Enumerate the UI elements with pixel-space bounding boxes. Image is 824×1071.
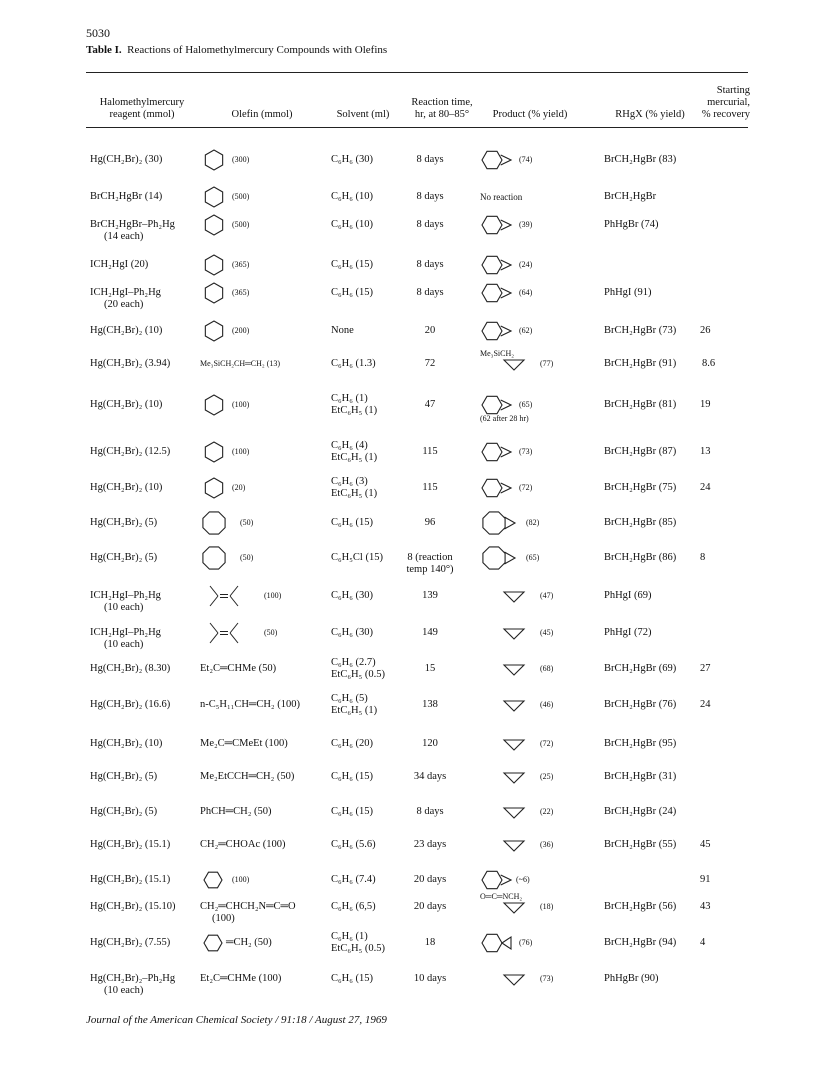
olefin-cell: (100): [264, 591, 282, 600]
cyclopropane-structure: [500, 657, 528, 681]
reagent-cell: Hg(CH₂Br)₂ (10): [90, 482, 163, 493]
cyclohexene-structure: [200, 146, 228, 174]
reagent-cell-line2: (10 each): [104, 985, 144, 996]
recovery-cell: 13: [700, 446, 711, 457]
rhgx-cell: BrCH₂HgBr (85): [604, 517, 677, 528]
trans-olefin-structure: [200, 582, 248, 610]
cyclohexene-structure: [200, 438, 228, 466]
norcarane-structure: [480, 438, 518, 466]
cyclopropane-structure: [500, 693, 528, 717]
methylenecyclohexane-structure: [200, 932, 226, 954]
reagent-cell-line2: (14 each): [104, 231, 144, 242]
reaction-time-cell: 115: [422, 482, 438, 493]
product-yield: (68): [540, 664, 554, 673]
reagent-cell: Hg(CH₂Br)₂ (12.5): [90, 446, 171, 457]
solvent-cell: C₆H₆ (15): [331, 771, 374, 782]
solvent-cell: C₆H₆ (7.4): [331, 874, 376, 885]
reaction-time-cell: 23 days: [413, 839, 447, 850]
recovery-cell: 19: [700, 399, 711, 410]
solvent-cell: C₆H₆ (5): [331, 693, 368, 704]
solvent-cell: C₆H₆ (4): [331, 440, 368, 451]
olefin-cell: (20): [232, 483, 246, 492]
reaction-time-cell: 149: [422, 627, 438, 638]
product-yield: (73): [540, 974, 554, 983]
rhgx-cell: BrCH₂HgBr (83): [604, 154, 677, 165]
reagent-cell: ICH₂HgI–Ph₂Hg: [90, 287, 161, 298]
cyclohexene-structure: [200, 317, 228, 345]
recovery-cell: 8.6: [702, 358, 716, 369]
solvent-cell: C₆H₆ (20): [331, 738, 374, 749]
olefin-cell: (200): [232, 326, 250, 335]
journal-footer: Journal of the American Chemical Society / 91:18 / August 27, 1969: [86, 1014, 387, 1026]
header-recovery-line1: Starting: [716, 85, 750, 96]
reaction-time-cell: 8 days: [416, 259, 444, 270]
product-yield: (46): [540, 700, 554, 709]
cyclopropane-structure: [500, 765, 528, 789]
solvent-cell-line2: EtC₆H₅ (1): [331, 488, 378, 499]
olefin-cell: (100): [232, 400, 250, 409]
norcarane-structure: [480, 317, 518, 345]
product-yield: (76): [519, 938, 533, 947]
cyclopropane-structure: [500, 621, 528, 645]
solvent-cell: C₆H₆ (2.7): [331, 657, 376, 668]
rhgx-cell: BrCH₂HgBr (73): [604, 325, 677, 336]
olefin-cell: ═CH₂ (50): [226, 937, 272, 948]
rhgx-cell: PhHgI (91): [604, 287, 652, 298]
reagent-cell-line2: (20 each): [104, 299, 144, 310]
reaction-time-cell: 139: [422, 590, 438, 601]
norcarane-structure: [480, 251, 518, 279]
solvent-cell: C₆H₆ (5.6): [331, 839, 376, 850]
solvent-cell: C₆H₆ (1): [331, 393, 368, 404]
olefin-cell: (50): [240, 553, 254, 562]
reagent-cell: Hg(CH₂Br)₂ (30): [90, 154, 163, 165]
olefin-cell: CH₂═CHOAc (100): [200, 839, 286, 850]
rhgx-cell: BrCH₂HgBr (87): [604, 446, 677, 457]
recovery-cell: 4: [700, 937, 706, 948]
table-caption: [86, 44, 387, 56]
cyclopropane-structure: [500, 967, 528, 991]
reagent-cell: Hg(CH₂Br)₂ (15.1): [90, 839, 171, 850]
olefin-cell: (50): [240, 518, 254, 527]
reagent-cell: BrCH₂HgBr–Ph₂Hg: [90, 219, 175, 230]
reaction-time-cell: 138: [422, 699, 438, 710]
cyclooctene-structure: [200, 544, 228, 572]
olefin-cell: (500): [232, 192, 250, 201]
product-yield: (72): [540, 739, 554, 748]
olefin-cell: (100): [232, 447, 250, 456]
product-note: (62 after 28 hr): [480, 414, 529, 423]
header-solvent: Solvent (ml): [336, 109, 390, 120]
rhgx-cell: PhHgI (69): [604, 590, 652, 601]
norcarane-structure: [480, 146, 518, 174]
reagent-cell: Hg(CH₂Br)₂ (15.1): [90, 874, 171, 885]
reaction-time-cell: 18: [424, 937, 436, 948]
reagent-cell: Hg(CH₂Br)₂ (5): [90, 806, 158, 817]
solvent-cell: C₆H₆ (3): [331, 476, 368, 487]
reaction-time-cell: 15: [424, 663, 436, 674]
reagent-cell: Hg(CH₂Br)₂ (7.55): [90, 937, 171, 948]
rhgx-cell: BrCH₂HgBr (91): [604, 358, 677, 369]
solvent-cell: C₆H₆ (30): [331, 154, 374, 165]
header-recovery: [688, 85, 750, 121]
olefin-cell: PhCH═CH₂ (50): [200, 806, 272, 817]
reagent-cell: Hg(CH₂Br)₂ (10): [90, 325, 163, 336]
norcarane-structure: [480, 474, 518, 502]
olefin-cell: (50): [264, 628, 278, 637]
reaction-time-cell: 72: [424, 358, 436, 369]
header-product: Product (% yield): [492, 109, 568, 120]
rhgx-cell: BrCH₂HgBr (56): [604, 901, 677, 912]
olefin-cell: Me₂C═CMeEt (100): [200, 738, 288, 749]
reagent-cell-line2: (10 each): [104, 639, 144, 650]
reagent-cell: Hg(CH₂Br)₂–Ph₂Hg: [90, 973, 176, 984]
table-title: Reactions of Halomethylmercury Compounds with Olefins: [127, 44, 388, 56]
header-olefin: Olefin (mmol): [231, 109, 293, 120]
reaction-time-cell: 34 days: [413, 771, 447, 782]
bicyclononane-structure: [480, 544, 518, 572]
olefin-cell: (500): [232, 220, 250, 229]
solvent-cell: C₆H₆ (30): [331, 627, 374, 638]
solvent-cell: C₆H₆ (15): [331, 973, 374, 984]
recovery-cell: 91: [700, 874, 711, 885]
page-number: 5030: [86, 26, 110, 40]
cyclohexene-structure: [200, 183, 228, 211]
solvent-cell: C₆H₆ (15): [331, 287, 374, 298]
header-recovery-line3: % recovery: [701, 109, 750, 120]
product-yield: (45): [540, 628, 554, 637]
reaction-time-cell: 8 days: [416, 806, 444, 817]
dihydropyran-structure: [200, 869, 226, 891]
reaction-time-cell: 8 days: [416, 154, 444, 165]
header-reagent-line1: Halomethylmercury: [99, 97, 185, 108]
solvent-cell: C₆H₆ (15): [331, 259, 374, 270]
spiro-cyclopropane-structure: [480, 930, 516, 956]
product-yield: (64): [519, 288, 533, 297]
reagent-cell: ICH₂HgI–Ph₂Hg: [90, 590, 161, 601]
header-rule: [86, 127, 748, 128]
product-yield: (65): [519, 400, 533, 409]
recovery-cell: 45: [700, 839, 711, 850]
rhgx-cell: BrCH₂HgBr (81): [604, 399, 677, 410]
rhgx-cell: PhHgBr (90): [604, 973, 659, 984]
product-yield: (77): [540, 359, 554, 368]
reagent-cell: Hg(CH₂Br)₂ (15.10): [90, 901, 176, 912]
olefin-cell: Me₃SiCH₂CH═CH₂ (13): [200, 359, 281, 368]
reaction-time-cell: 115: [422, 446, 438, 457]
recovery-cell: 27: [700, 663, 711, 674]
rhgx-cell: BrCH₂HgBr (95): [604, 738, 677, 749]
solvent-cell-line2: EtC₆H₅ (1): [331, 405, 378, 416]
cis-olefin-structure: [200, 619, 248, 647]
solvent-cell: C₆H₅Cl (15): [331, 552, 383, 563]
olefin-cell: (365): [232, 260, 250, 269]
rhgx-cell: BrCH₂HgBr (69): [604, 663, 677, 674]
cyclopropane-structure: [500, 584, 528, 608]
solvent-cell: C₆H₆ (6,5): [331, 901, 376, 912]
reagent-cell: ICH₂HgI (20): [90, 259, 149, 270]
rhgx-cell: BrCH₂HgBr (24): [604, 806, 677, 817]
solvent-cell: C₆H₆ (15): [331, 806, 374, 817]
oxabicyclo-structure: [480, 868, 514, 892]
solvent-cell-line2: EtC₆H₅ (1): [331, 705, 378, 716]
product-substituent: Me₃SiCH₂: [480, 349, 515, 358]
recovery-cell: 26: [700, 325, 711, 336]
cyclopropane-structure: [500, 800, 528, 824]
cyclohexene-structure: [200, 251, 228, 279]
product-yield: (65): [526, 553, 540, 562]
rhgx-cell: BrCH₂HgBr (75): [604, 482, 677, 493]
solvent-cell-line2: EtC₆H₅ (1): [331, 452, 378, 463]
recovery-cell: 24: [700, 699, 711, 710]
cyclohexene-structure: [200, 279, 228, 307]
reagent-cell: BrCH₂HgBr (14): [90, 191, 163, 202]
product-substituent: O═C═NCH₂: [480, 892, 523, 901]
solvent-cell: C₆H₆ (1): [331, 931, 368, 942]
table-label: Table I.: [86, 44, 122, 56]
reagent-cell: Hg(CH₂Br)₂ (8.30): [90, 663, 171, 674]
solvent-cell: C₆H₆ (10): [331, 191, 374, 202]
rhgx-cell: PhHgBr (74): [604, 219, 659, 230]
product-yield: (36): [540, 840, 554, 849]
product-yield: (73): [519, 447, 533, 456]
reagent-cell: Hg(CH₂Br)₂ (10): [90, 738, 163, 749]
norcarane-structure: [480, 279, 518, 307]
header-rhgx: RHgX (% yield): [615, 109, 685, 120]
olefin-cell-line2: (100): [212, 913, 235, 924]
reagent-cell: Hg(CH₂Br)₂ (16.6): [90, 699, 171, 710]
header-time: [400, 97, 484, 121]
reaction-time-cell: 8 days: [416, 287, 444, 298]
product-cell: No reaction: [480, 192, 523, 202]
reaction-time-cell: 8 days: [416, 219, 444, 230]
olefin-cell: CH₂═CHCH₂N═C═O: [200, 901, 296, 912]
reagent-cell: Hg(CH₂Br)₂ (3.94): [90, 358, 171, 369]
product-yield: (72): [519, 483, 533, 492]
product-yield: (18): [540, 902, 554, 911]
reaction-time-cell: 47: [424, 399, 436, 410]
product-yield: (22): [540, 807, 554, 816]
reagent-cell: Hg(CH₂Br)₂ (5): [90, 517, 158, 528]
header-reagent: [90, 97, 194, 121]
reaction-time-cell: 96: [424, 517, 436, 528]
product-yield: (25): [540, 772, 554, 781]
olefin-cell: (300): [232, 155, 250, 164]
reaction-time-cell: 10 days: [413, 973, 447, 984]
product-yield: (82): [526, 518, 540, 527]
reagent-cell: Hg(CH₂Br)₂ (10): [90, 399, 163, 410]
rhgx-cell: BrCH₂HgBr (55): [604, 839, 677, 850]
header-recovery-line2: mercurial,: [707, 97, 750, 108]
reaction-time-cell: 20 days: [413, 901, 447, 912]
reaction-time-cell: 20 days: [413, 874, 447, 885]
product-yield: (62): [519, 326, 533, 335]
recovery-cell: 43: [700, 901, 711, 912]
olefin-cell: n-C₅H₁₁CH═CH₂ (100): [200, 699, 300, 710]
rhgx-cell: BrCH₂HgBr (31): [604, 771, 677, 782]
rhgx-cell: BrCH₂HgBr (94): [604, 937, 677, 948]
reagent-cell: Hg(CH₂Br)₂ (5): [90, 552, 158, 563]
product-yield: (24): [519, 260, 533, 269]
bicyclononane-structure: [480, 509, 518, 537]
header-time-line1: Reaction time,: [411, 97, 473, 108]
product-yield: (47): [540, 591, 554, 600]
header-time-line2: hr, at 80–85°: [414, 109, 470, 120]
solvent-cell: C₆H₆ (10): [331, 219, 374, 230]
solvent-cell: C₆H₆ (15): [331, 517, 374, 528]
recovery-cell: 24: [700, 482, 711, 493]
product-yield: (39): [519, 220, 533, 229]
olefin-cell: Et₂C═CHMe (50): [200, 663, 277, 674]
solvent-cell-line2: EtC₆H₅ (0.5): [331, 943, 385, 954]
cyclohexene-structure: [200, 211, 228, 239]
product-yield: (74): [519, 155, 533, 164]
olefin-cell: (365): [232, 288, 250, 297]
solvent-cell: C₆H₆ (1.3): [331, 358, 376, 369]
rhgx-cell: BrCH₂HgBr: [604, 191, 657, 202]
cyclopropane-structure: [500, 732, 528, 756]
olefin-cell: Me₂EtCCH═CH₂ (50): [200, 771, 295, 782]
reaction-time-cell-line2: temp 140°): [406, 564, 454, 575]
solvent-cell-line2: EtC₆H₅ (0.5): [331, 669, 385, 680]
reaction-time-cell: 8 days: [416, 191, 444, 202]
product-yield: (~6): [516, 875, 530, 884]
solvent-cell: None: [331, 325, 354, 336]
reagent-cell: ICH₂HgI–Ph₂Hg: [90, 627, 161, 638]
cyclooctene-structure: [200, 509, 228, 537]
solvent-cell: C₆H₆ (30): [331, 590, 374, 601]
cyclohexene-structure: [200, 474, 228, 502]
recovery-cell: 8: [700, 552, 706, 563]
cyclopropane-structure: [500, 833, 528, 857]
cyclohexene-structure: [200, 391, 228, 419]
reaction-time-cell: 120: [422, 738, 438, 749]
header-reagent-line2: reagent (mmol): [109, 109, 175, 120]
rhgx-cell: BrCH₂HgBr (86): [604, 552, 677, 563]
reagent-cell: Hg(CH₂Br)₂ (5): [90, 771, 158, 782]
olefin-cell: (100): [232, 875, 250, 884]
norcarane-structure: [480, 211, 518, 239]
reaction-time-cell: 20: [424, 325, 436, 336]
rhgx-cell: BrCH₂HgBr (76): [604, 699, 677, 710]
rhgx-cell: PhHgI (72): [604, 627, 652, 638]
top-rule: [86, 72, 748, 73]
reaction-time-cell: 8 (reaction: [407, 552, 453, 563]
olefin-cell: Et₂C═CHMe (100): [200, 973, 282, 984]
reagent-cell-line2: (10 each): [104, 602, 144, 613]
